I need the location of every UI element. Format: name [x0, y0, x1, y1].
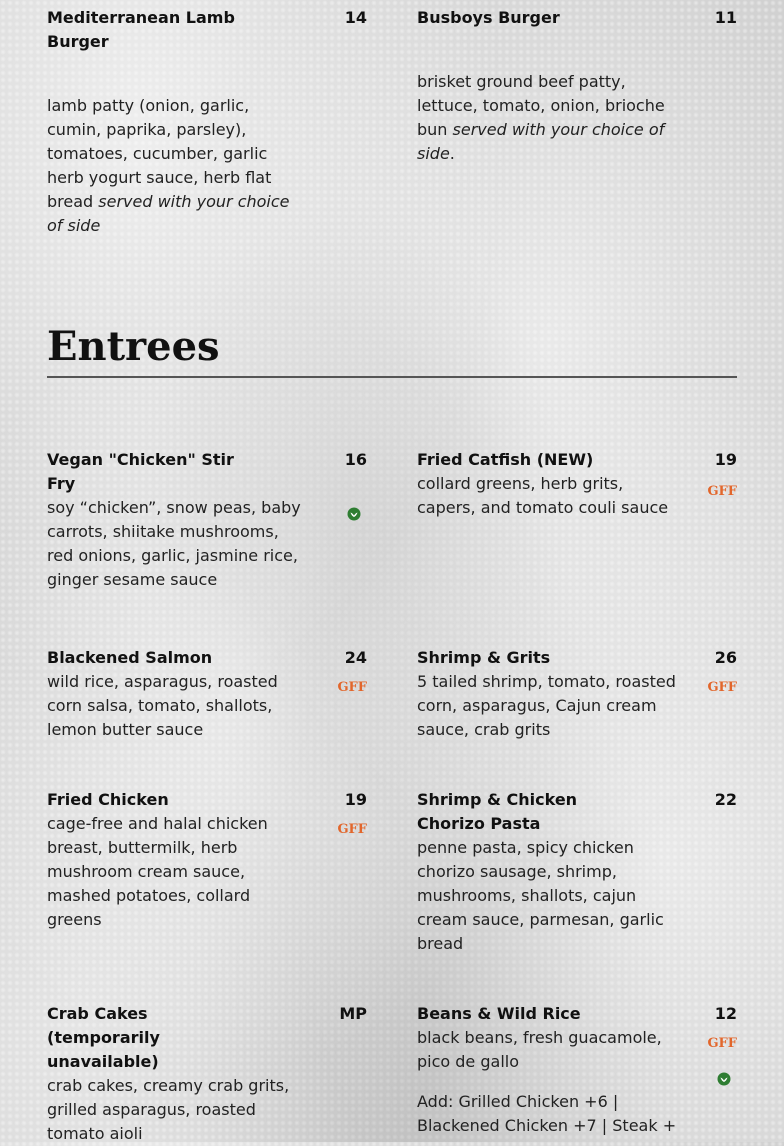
item-name: Blackened Salmon	[47, 648, 213, 667]
item-name: Crab Cakes (temporarily unavailable)	[47, 1004, 160, 1071]
item-price: 24	[344, 648, 367, 667]
item-name: Fried Chicken	[47, 790, 169, 809]
item-name: Mediterranean Lamb Burger	[47, 8, 235, 51]
menu-item-crab-cakes	[47, 1002, 367, 1142]
item-price: 12	[714, 1004, 737, 1023]
item-name: Fried Catfish (NEW)	[417, 450, 594, 469]
item-description	[417, 70, 673, 166]
item-description: cage-free and halal chicken breast, buttermilk, herb mushroom cream sauce, mashed potatoes, collard greens	[47, 814, 268, 929]
menu-item-blackened-salmon	[47, 646, 367, 746]
menu-item-beans-and-wild-rice	[417, 1002, 737, 1142]
description-text: brisket ground beef patty, lettuce, tomato, onion, brioche bun	[417, 72, 665, 139]
section-divider	[47, 376, 737, 378]
gluten-free-friendly-badge: GFF	[707, 680, 737, 695]
item-price: 16	[344, 450, 367, 469]
gluten-free-friendly-badge: GFF	[707, 1036, 737, 1051]
item-name: Busboys Burger	[417, 8, 560, 27]
item-name: Vegan "Chicken" Stir Fry	[47, 450, 234, 493]
item-price: 14	[344, 8, 367, 27]
menu-item-fried-catfish	[417, 448, 737, 538]
section-title-entrees: Entrees	[47, 323, 220, 370]
item-description: black beans, fresh guacamole, pico de gallo	[417, 1028, 662, 1071]
menu-item-shrimp-and-grits	[417, 646, 737, 746]
item-price: MP	[339, 1004, 367, 1023]
description-italic: served with your choice of side	[417, 120, 665, 163]
item-description: penne pasta, spicy chicken chorizo sausage, shrimp, mushrooms, shallots, cajun cream sauce, parmesan, garlic bread	[417, 838, 664, 953]
description-text: lamb patty (onion, garlic, cumin, paprika, parsley), tomatoes, cucumber, garlic herb yogurt sauce, herb flat bread	[47, 96, 272, 211]
menu-item-busboys-burger	[417, 6, 737, 186]
menu-item-shrimp-chicken-chorizo-pasta	[417, 788, 737, 958]
item-name: Beans & Wild Rice	[417, 1004, 581, 1023]
menu-item-vegan-chicken-stir-fry	[47, 448, 367, 598]
gluten-free-friendly-badge: GFF	[707, 484, 737, 499]
item-price: 22	[714, 790, 737, 809]
item-description	[47, 94, 297, 238]
description-italic: served with your choice of side	[47, 192, 290, 235]
item-description: crab cakes, creamy crab grits, grilled asparagus, roasted tomato aioli	[47, 1076, 290, 1143]
item-price: 19	[344, 790, 367, 809]
item-name: Shrimp & Grits	[417, 648, 551, 667]
item-addons: Add: Grilled Chicken +6 | Blackened Chicken +7 | Steak +	[417, 1092, 677, 1135]
menu-item-fried-chicken	[47, 788, 367, 938]
gluten-free-friendly-badge: GFF	[337, 822, 367, 837]
item-description: collard greens, herb grits, capers, and tomato couli sauce	[417, 474, 669, 517]
item-name: Shrimp & Chicken Chorizo Pasta	[417, 790, 578, 833]
gluten-free-friendly-badge: GFF	[337, 680, 367, 695]
item-price: 26	[714, 648, 737, 667]
leaf-icon	[717, 1072, 731, 1086]
leaf-icon	[347, 507, 361, 521]
item-description: soy “chicken”, snow peas, baby carrots, shiitake mushrooms, red onions, garlic, jasmine rice, ginger sesame sauce	[47, 498, 301, 589]
item-description: wild rice, asparagus, roasted corn salsa, tomato, shallots, lemon butter sauce	[47, 672, 278, 739]
item-price: 19	[714, 450, 737, 469]
item-price: 11	[714, 8, 737, 27]
menu-item-mediterranean-lamb-burger	[47, 6, 367, 246]
description-tail: .	[449, 144, 455, 163]
item-description: 5 tailed shrimp, tomato, roasted corn, asparagus, Cajun cream sauce, crab grits	[417, 672, 676, 739]
